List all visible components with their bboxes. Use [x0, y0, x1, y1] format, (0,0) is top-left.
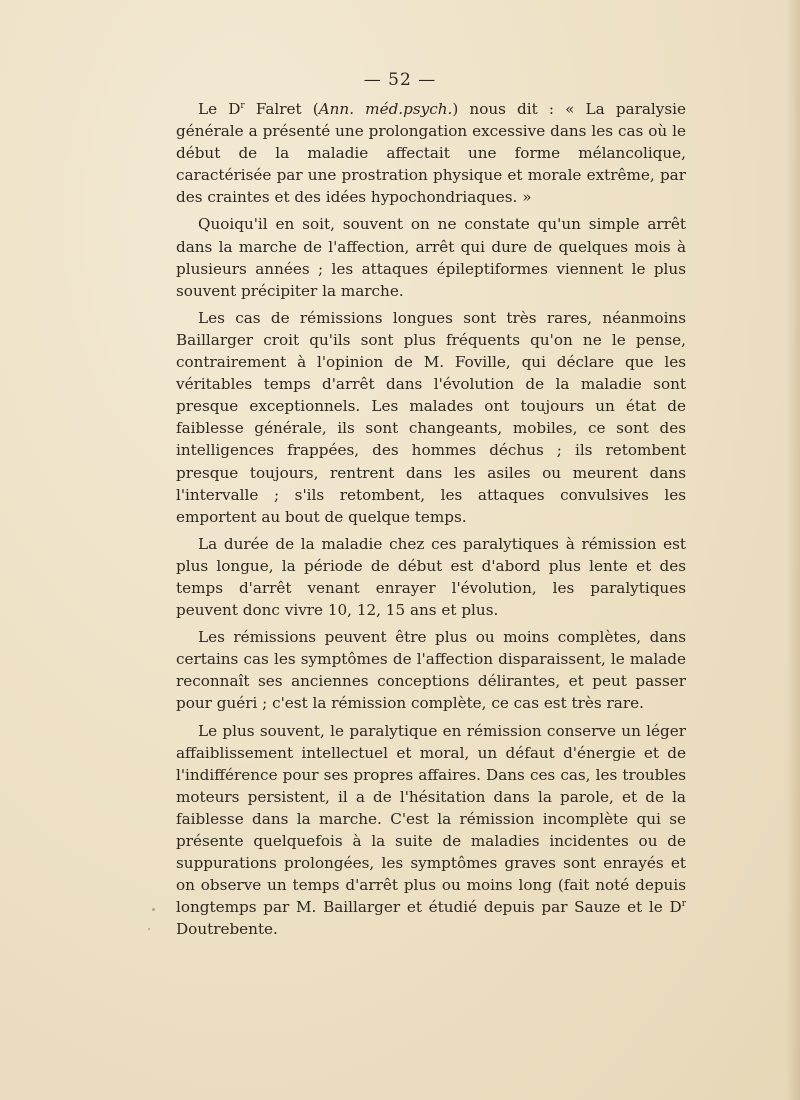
paragraph-1: Le $D^r$ Falret (Ann. méd.psych.) nous dit : « La paralysie générale a présenté une prolongation excessive dans les cas où le début de la maladie affectait une forme mélancolique, caractérisée par une prostration physique et morale extrême, par des craintes et des idées hypochondriaques. »: [176, 100, 687, 207]
paper-speck: [148, 928, 150, 930]
paragraph-4: La durée de la maladie chez ces paralytiques à rémission est plus longue, la période de début est d'abord plus lente et des temps d'arrêt venant enrayer l'évolution, les paralytiques peuvent donc vivre 10, 12, 15 ans et plus.: [176, 534, 686, 620]
page-edge-shadow: [786, 0, 800, 1100]
journal-title: Ann. méd.psych.: [318, 100, 453, 118]
paragraph-6: Le plus souvent, le paralytique en rémission conserve un léger affaiblissement intellectuel et moral, un défaut d'énergie et de l'indifférence pour ses propres affaires. Dans ces cas, les troubles moteurs persistent, il a de l'hésitation dans la parole, et de la faiblesse dans la marche. C'est la rémission incomplète qui se présente quelquefois à la suite de maladies incidentes ou de suppurations prolongées, les symptômes graves sont enrayés et on observe un temps d'arrêt plus ou moins long (fait noté depuis longtemps par M. Baillarger et étudié depuis par Sauze et le $D^r$ Doutrebente.: [176, 721, 686, 939]
paragraph-2: Quoiqu'il en soit, souvent on ne constate qu'un simple arrêt dans la marche de l'affection, arrêt qui dure de quelques mois à plusieurs années ; les attaques épileptiformes viennent le plus souvent précipiter la marche.: [176, 215, 686, 300]
page-number: — 52 —: [363, 70, 437, 90]
body-text: [176, 98, 686, 945]
paper-speck: [152, 908, 155, 911]
paragraph-5: Les rémissions peuvent être plus ou moins complètes, dans certains cas les symptômes de l'affection disparaissent, le malade reconnaît ses anciennes conceptions délirantes, et peut passer pour guéri ; c'est la rémission complète, ce cas est très rare.: [176, 628, 686, 713]
paragraph-3: Les cas de rémissions longues sont très rares, néanmoins Baillarger croit qu'ils sont plus fréquents qu'on ne le pense, contrairement à l'opinion de M. Foville, qui déclare que les véritables temps d'arrêt dans l'évolution de la maladie sont presque exceptionnels. Les malades ont toujours un état de faiblesse générale, ils sont changeants, mobiles, ce sont des intelligences frappées, des hommes déchus ; ils retombent presque toujours, rentrent dans les asiles ou meurent dans l'intervalle ; s'ils retombent, les attaques convulsives les emportent au bout de quelque temps.: [176, 308, 686, 526]
